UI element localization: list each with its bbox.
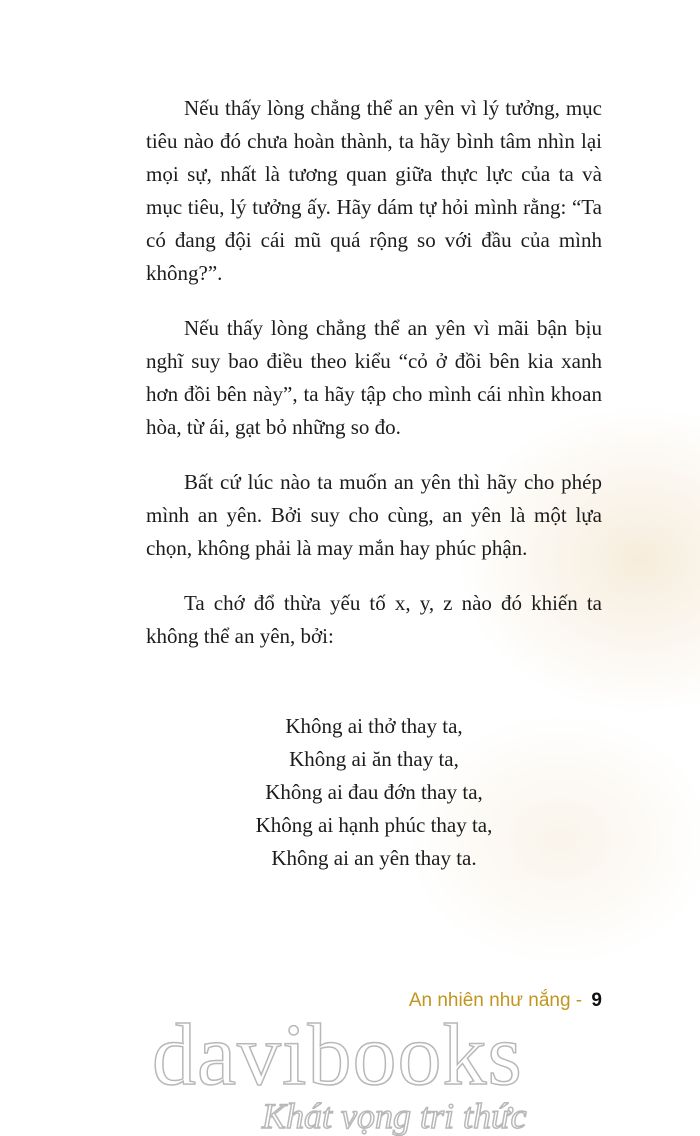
poem-line: Không ai đau đớn thay ta, [265,780,483,804]
body-text [146,92,602,675]
watermark-brand: davibooks [152,1007,523,1104]
watermark-tagline: Khát vọng tri thức [262,1096,527,1136]
paragraph: Bất cứ lúc nào ta muốn an yên thì hãy cho phép mình an yên. Bởi suy cho cùng, an yên là một lựa chọn, không phải là may mắn hay phúc phận. [146,470,602,560]
watermark [152,1007,552,1136]
book-title: An nhiên như nắng - [408,990,583,1011]
poem-line: Không ai ăn thay ta, [289,747,459,771]
page-number: 9 [591,990,602,1011]
poem [146,710,602,875]
poem-line: Không ai thở thay ta, [285,714,463,738]
poem-line: Không ai hạnh phúc thay ta, [255,813,493,837]
paragraph: Nếu thấy lòng chẳng thể an yên vì lý tưởng, mục tiêu nào đó chưa hoàn thành, ta hãy bình tâm nhìn lại mọi sự, nhất là tương quan giữa thực lực của ta và mục tiêu, lý tưởng ấy. Hãy dám tự hỏi mình rằng: “Ta có đang đội cái mũ quá rộng so với đầu của mình không?”. [146,96,602,285]
paragraph: Ta chớ đổ thừa yếu tố x, y, z nào đó khiến ta không thể an yên, bởi: [146,591,602,648]
paragraph: Nếu thấy lòng chẳng thể an yên vì mãi bận bịu nghĩ suy bao điều theo kiểu “cỏ ở đồi bên kia xanh hơn đồi bên này”, ta hãy tập cho mình cái nhìn khoan hòa, từ ái, gạt bỏ những so đo. [146,316,602,439]
poem-line: Không ai an yên thay ta. [271,846,477,870]
